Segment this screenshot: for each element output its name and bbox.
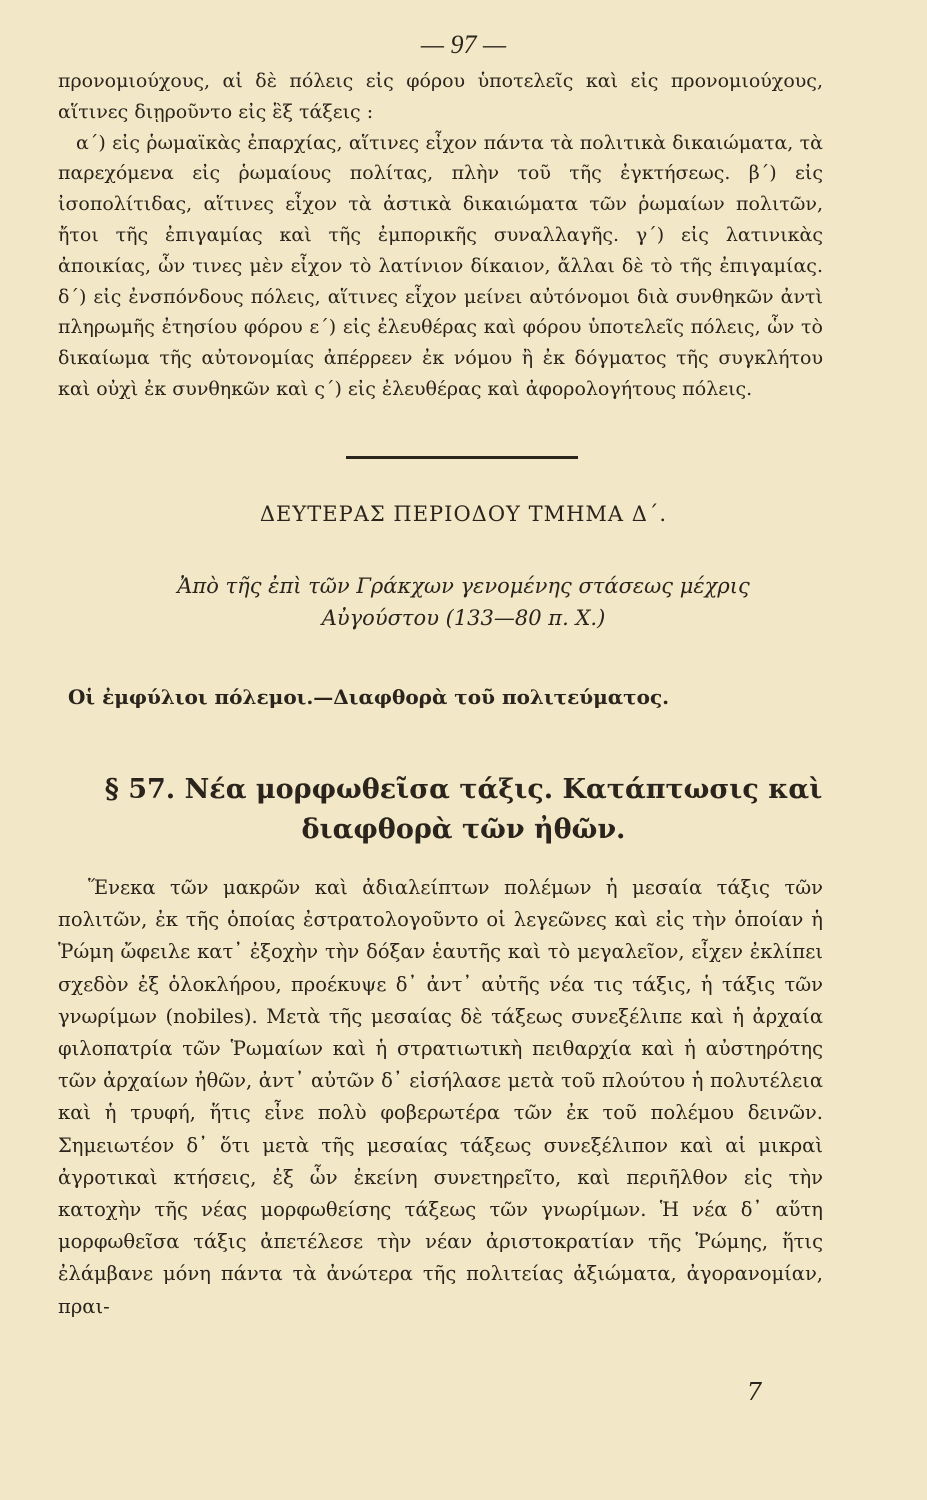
paragraph-heading xyxy=(0,770,927,850)
section-subtitle: Οἱ ἐμφύλιοι πόλεμοι.—Διαφθορὰ τοῦ πολιτεύματος. xyxy=(68,685,670,709)
intro-line: προνομιούχους, αἱ δὲ πόλεις εἰς φόρου ὑποτελεῖς καὶ εἰς προνομιούχους, αἵτινες διῃροῦντο εἰς ἓξ τάξεις : xyxy=(58,70,823,123)
section-divider xyxy=(346,456,578,459)
section-heading: ΔΕΥΤΕΡΑΣ ΠΕΡΙΟΔΟΥ ΤΜΗΜΑ Δ΄. xyxy=(259,502,668,526)
period-range xyxy=(0,570,927,634)
signature-number: 7 xyxy=(746,1378,762,1406)
page-number: — 97 — xyxy=(420,30,507,59)
paragraph-heading-line-2: διαφθορὰ τῶν ἠθῶν. xyxy=(301,814,626,845)
body-text xyxy=(58,872,823,1323)
intro-text xyxy=(58,66,823,405)
paragraph-heading-line-1: § 57. Νέα μορφωθεῖσα τάξις. Κατάπτωσις καὶ xyxy=(104,774,823,805)
period-range-line-1: Ἀπὸ τῆς ἐπὶ τῶν Γράκχων γενομένης στάσεως μέχρις xyxy=(177,574,750,598)
period-range-line-2: Αὐγούστου (133—80 π. Χ.) xyxy=(321,606,606,630)
body-paragraph: Ἕνεκα τῶν μακρῶν καὶ ἀδιαλείπτων πολέμων ἡ μεσαία τάξις τῶν πολιτῶν, ἐκ τῆς ὁποίας ἐστρατολογοῦντο οἱ λεγεῶνες καὶ εἰς τὴν ὁποίαν ἡ Ῥώμη ὤφειλε κατ᾽ ἐξοχὴν τὴν δόξαν ἑαυτῆς καὶ τὸ μεγαλεῖον, εἶχεν ἐκλίπει σχεδὸν ἐξ ὁλοκλήρου, προέκυψε δ᾽ ἀντ᾽ αὐτῆς νέα τις τάξις, ἡ τάξις τῶν γνωρίμων (nobiles). Μετὰ τῆς μεσαίας δὲ τάξεως συνεξέλιπε καὶ ἡ ἀρχαία φιλοπατρία τῶν Ῥωμαίων καὶ ἡ στρατιωτικὴ πειθαρχία καὶ ἡ αὐστηρότης τῶν ἀρχαίων ἠθῶν, ἀντ᾽ αὐτῶν δ᾽ εἰσήλασε μετὰ τοῦ πλούτου ἡ πολυτέλεια καὶ ἡ τρυφή, ἥτις εἶνε πολὺ φοβερωτέρα τῶν ἐκ τοῦ πολέμου δεινῶν. Σημειωτέον δ᾽ ὅτι μετὰ τῆς μεσαίας τάξεως συνεξέλιπον καὶ αἱ μικραὶ ἀγροτικαὶ κτήσεις, ἐξ ὧν ἐκείνη συνετηρεῖτο, καὶ περιῆλθον εἰς τὴν κατοχὴν τῆς νέας μορφωθείσης τάξεως τῶν γνωρίμων. Ἡ νέα δ᾽ αὕτη μορφωθεῖσα τάξις ἀπετέλεσε τὴν νέαν ἀριστοκρατίαν τῆς Ῥώμης, ἥτις ἐλάμβανε μόνη πάντα τὰ ἀνώτερα τῆς πολιτείας ἀξιώματα, ἀγορανομίαν, πραι- xyxy=(58,876,823,1318)
intro-list: α΄) εἰς ῥωμαϊκὰς ἐπαρχίας, αἵτινες εἶχον πάντα τὰ πολιτικὰ δικαιώματα, τὰ παρεχόμενα εἰς ῥωμαίους πολίτας, πλὴν τοῦ τῆς ἐγκτήσεως. β΄) εἰς ἰσοπολίτιδας, αἵτινες εἶχον τὰ ἀστικὰ δικαιώματα τῶν ῥωμαίων πολιτῶν, ἤτοι τῆς ἐπιγαμίας καὶ τῆς ἐμπορικῆς συναλλαγῆς. γ΄) εἰς λατινικὰς ἀποικίας, ὧν τινες μὲν εἶχον τὸ λατίνιον δίκαιον, ἄλλαι δὲ τὸ τῆς ἐπιγαμίας. δ΄) εἰς ἐνσπόνδους πόλεις, αἵτινες εἶχον μείνει αὐτόνομοι διὰ συνθηκῶν ἀντὶ πληρωμῆς ἐτησίου φόρου ε΄) εἰς ἐλευθέρας καὶ φόρου ὑποτελεῖς πόλεις, ὧν τὸ δικαίωμα τῆς αὐτονομίας ἀπέρρεεν ἐκ νόμου ἢ ἐκ δόγματος τῆς συγκλήτου καὶ οὐχὶ ἐκ συνθηκῶν καὶ ς΄) εἰς ἐλευθέρας καὶ ἀφορολογήτους πόλεις. xyxy=(58,131,823,400)
